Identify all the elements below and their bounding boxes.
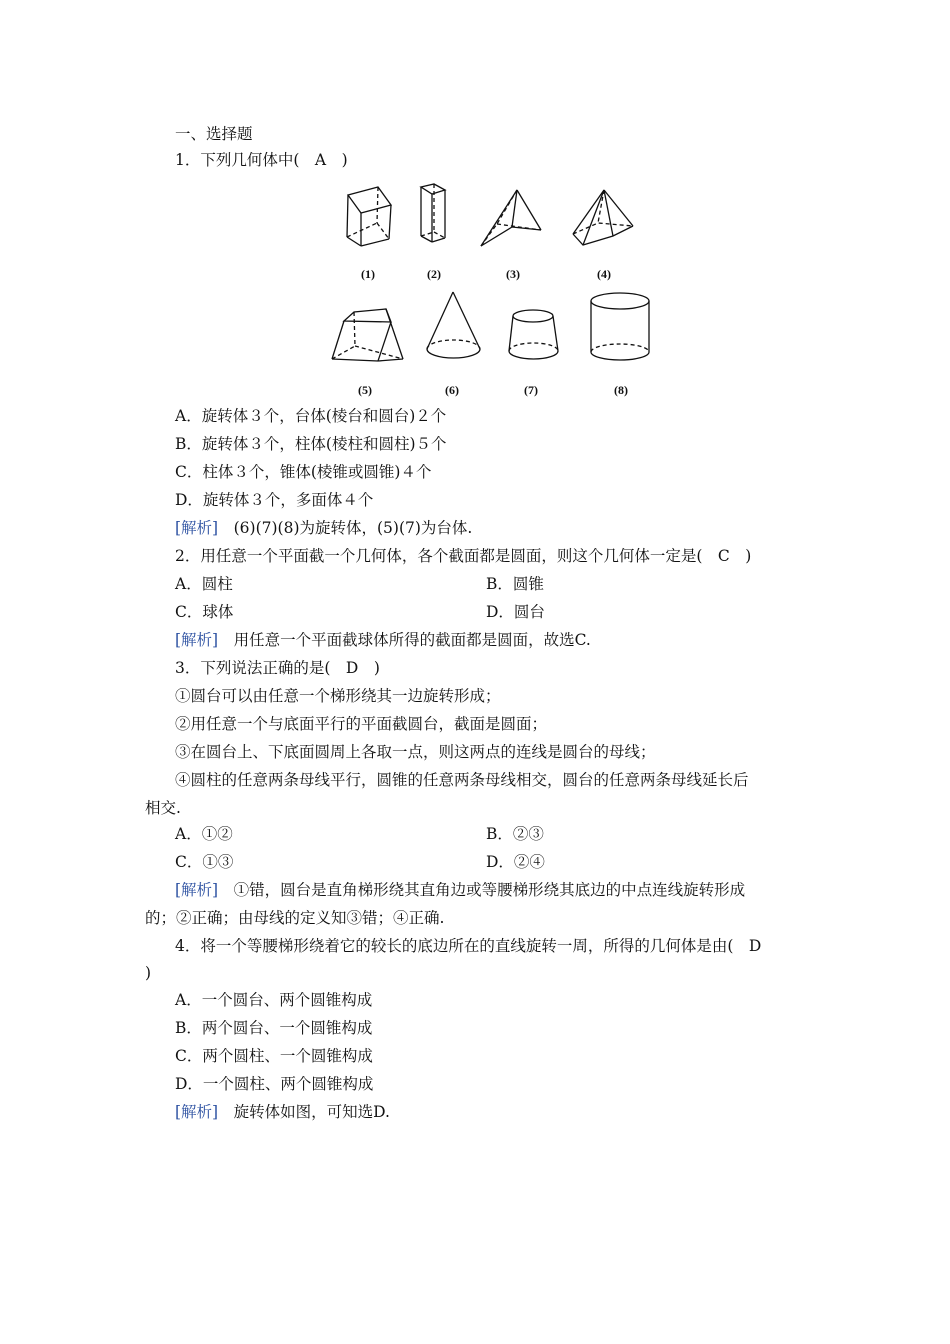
- solid-2-prism: [421, 184, 445, 242]
- q3-statement-1: ①圆台可以由任意一个梯形绕其一边旋转形成；: [175, 687, 501, 705]
- figure-label-3: (3): [506, 267, 520, 281]
- q1-option-a: A．旋转体３个，台体(棱台和圆台)２个: [175, 407, 447, 425]
- question-2-stem: 2．用任意一个平面截一个几何体，各个截面都是圆面，则这个几何体一定是( C ): [175, 547, 752, 565]
- solid-7-frustum: [509, 310, 558, 359]
- q3-analysis-continued: 的；②正确；由母线的定义知③错；④正确.: [145, 909, 445, 927]
- q1-option-b: B．旋转体３个，柱体(棱柱和圆柱)５个: [175, 435, 447, 453]
- question-3-stem: 3．下列说法正确的是( D ): [175, 659, 380, 677]
- figure-label-4: (4): [597, 267, 611, 281]
- figure-label-1: (1): [361, 267, 375, 281]
- analysis-text: 旋转体如图，可知选D.: [233, 1103, 390, 1121]
- solid-6-cone: [427, 292, 480, 358]
- q2-option-c: C．球体: [175, 603, 234, 621]
- figure-label-6: (6): [445, 383, 459, 397]
- solid-1-prism: [347, 187, 391, 246]
- q1-option-c: C．柱体３个，锥体(棱锥或圆锥)４个: [175, 463, 432, 481]
- q3-option-c: C．①③: [175, 853, 234, 871]
- figure-label-8: (8): [614, 383, 628, 397]
- solid-4-pyramid: [573, 190, 633, 245]
- analysis-text: ①错，圆台是直角梯形绕其直角边或等腰梯形绕其底边的中点连线旋转形成: [233, 881, 746, 899]
- analysis-tag: [解析]: [175, 519, 219, 537]
- q4-option-d: D．一个圆柱、两个圆锥构成: [175, 1075, 374, 1093]
- q3-statement-4: ④圆柱的任意两条母线平行，圆锥的任意两条母线相交，圆台的任意两条母线延长后: [175, 771, 749, 789]
- analysis-tag: [解析]: [175, 881, 219, 899]
- q3-option-d: D．②④: [486, 853, 545, 871]
- q1-analysis: [175, 518, 472, 538]
- figure-label-7: (7): [524, 383, 538, 397]
- q2-option-b: B．圆锥: [486, 575, 544, 593]
- q2-analysis: [175, 630, 591, 650]
- solid-8-cylinder: [591, 293, 649, 360]
- question-4-stem: 4．将一个等腰梯形绕着它的较长的底边所在的直线旋转一周，所得的几何体是由( D: [175, 937, 762, 955]
- analysis-tag: [解析]: [175, 1103, 219, 1121]
- q3-option-b: B．②③: [486, 825, 544, 843]
- figure-label-5: (5): [358, 383, 372, 397]
- q4-option-a: A．一个圆台、两个圆锥构成: [175, 991, 373, 1009]
- analysis-text: 用任意一个平面截球体所得的截面都是圆面，故选C.: [233, 631, 591, 649]
- q3-analysis: [175, 880, 745, 900]
- q3-statement-2: ②用任意一个与底面平行的平面截圆台，截面是圆面；: [175, 715, 548, 733]
- q3-statement-3: ③在圆台上、下底面圆周上各取一点，则这两点的连线是圆台的母线；: [175, 743, 656, 761]
- q4-option-c: C．两个圆柱、一个圆锥构成: [175, 1047, 373, 1065]
- q3-option-a: A．①②: [175, 825, 233, 843]
- q1-option-d: D．旋转体３个，多面体４个: [175, 491, 374, 509]
- q2-option-d: D．圆台: [486, 603, 545, 621]
- q2-option-a: A．圆柱: [175, 575, 233, 593]
- analysis-tag: [解析]: [175, 631, 219, 649]
- q4-option-b: B．两个圆台、一个圆锥构成: [175, 1019, 373, 1037]
- section-title: 一、选择题: [175, 125, 253, 143]
- figure-label-2: (2): [427, 267, 441, 281]
- q3-statement-4-continued: 相交.: [145, 799, 181, 817]
- solid-3-pyramid: [481, 190, 541, 246]
- solid-5-frustum: [332, 309, 403, 361]
- question-4-stem-continued: ): [145, 964, 152, 982]
- question-1-stem: 1．下列几何体中( A ): [175, 151, 348, 169]
- solids-figure: [0, 0, 950, 410]
- q4-analysis: [175, 1102, 390, 1122]
- analysis-text: (6)(7)(8)为旋转体，(5)(7)为台体.: [233, 519, 473, 537]
